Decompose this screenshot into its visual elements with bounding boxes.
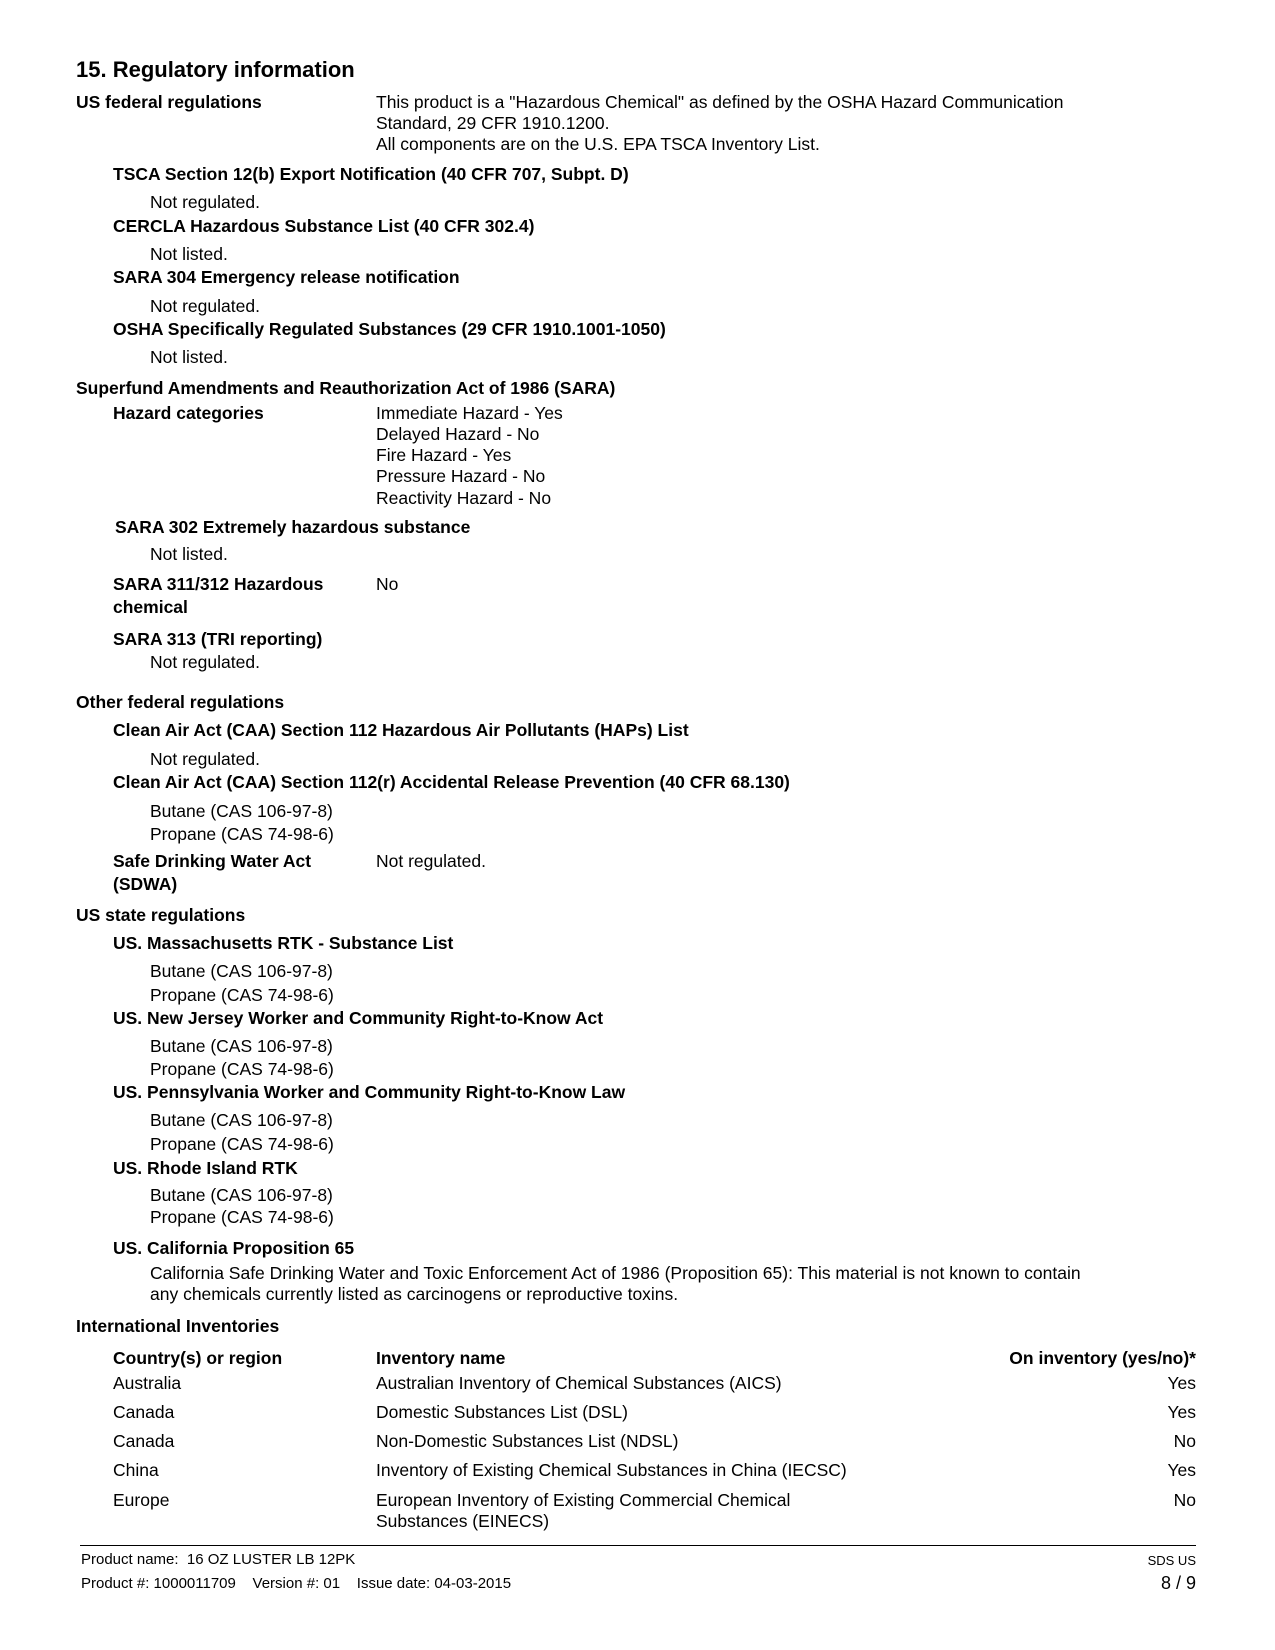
sdwa-value: Not regulated. [376,851,486,871]
sara304-heading: SARA 304 Emergency release notification [113,267,460,287]
on-inventory-cell: No [1173,1431,1196,1451]
prop65-heading: US. California Proposition 65 [113,1238,355,1258]
other-federal-heading: Other federal regulations [76,692,285,712]
osha-heading: OSHA Specifically Regulated Substances (29 CFR 1910.1001-1050) [113,319,666,339]
hazard-item: Immediate Hazard - Yes [376,403,563,423]
column-header-on-inventory: On inventory (yes/no)* [1009,1348,1196,1368]
caa112r-heading: Clean Air Act (CAA) Section 112(r) Accidental Release Prevention (40 CFR 68.130) [113,772,790,792]
substance-item: Propane (CAS 74-98-6) [150,1134,334,1154]
inventory-name-cell-cont: Substances (EINECS) [376,1511,550,1531]
product-number-value: 1000011709 [153,1575,236,1592]
osha-value: Not listed. [150,347,228,367]
us-state-heading: US state regulations [76,905,246,925]
on-inventory-cell: Yes [1167,1460,1196,1480]
on-inventory-cell: No [1173,1490,1196,1510]
tsca-heading: TSCA Section 12(b) Export Notification (40 CFR 707, Subpt. D) [113,164,629,184]
substance-item: Butane (CAS 106-97-8) [150,961,333,981]
tsca-value: Not regulated. [150,192,260,212]
caa112-heading: Clean Air Act (CAA) Section 112 Hazardous Air Pollutants (HAPs) List [113,720,689,740]
substance-item: Butane (CAS 106-97-8) [150,801,333,821]
region-cell: Europe [113,1490,170,1510]
document-type: SDS US [1147,1553,1196,1568]
state-list-heading: US. Massachusetts RTK - Substance List [113,933,454,953]
cercla-value: Not listed. [150,244,228,264]
inventory-name-cell: European Inventory of Existing Commercial Chemical [376,1490,791,1510]
substance-item: Propane (CAS 74-98-6) [150,1207,334,1227]
substance-item: Butane (CAS 106-97-8) [150,1036,333,1056]
us-federal-line: This product is a "Hazardous Chemical" as defined by the OSHA Hazard Communication [376,92,1064,112]
hazard-item: Delayed Hazard - No [376,424,540,444]
sara302-heading: SARA 302 Extremely hazardous substance [115,517,471,537]
substance-item: Propane (CAS 74-98-6) [150,1059,334,1079]
sara-heading: Superfund Amendments and Reauthorization Act of 1986 (SARA) [76,378,616,398]
sara313-value: Not regulated. [150,652,260,672]
sara313-heading: SARA 313 (TRI reporting) [113,629,323,649]
issue-date-label: Issue date: [356,1575,431,1592]
inventory-name-cell: Inventory of Existing Chemical Substances in China (IECSC) [376,1460,847,1480]
product-number-label: Product #: [81,1575,150,1592]
substance-item: Propane (CAS 74-98-6) [150,824,334,844]
product-info [81,1575,511,1593]
international-heading: International Inventories [76,1316,280,1336]
on-inventory-cell: Yes [1167,1402,1196,1422]
sdwa-heading: Safe Drinking Water Act [113,851,312,871]
sara302-value: Not listed. [150,544,228,564]
state-list-heading: US. Rhode Island RTK [113,1158,298,1178]
section-title: 15. Regulatory information [76,57,355,82]
region-cell: China [113,1460,159,1480]
on-inventory-cell: Yes [1167,1373,1196,1393]
page-number: 8 / 9 [1160,1573,1196,1593]
hazard-categories-label: Hazard categories [113,403,264,423]
hazard-item: Reactivity Hazard - No [376,488,552,508]
sara304-value: Not regulated. [150,296,260,316]
region-cell: Canada [113,1431,175,1451]
product-name-label: Product name: [81,1551,179,1568]
inventory-name-cell: Non-Domestic Substances List (NDSL) [376,1431,679,1451]
product-name-value: 16 OZ LUSTER LB 12PK [186,1551,356,1568]
region-cell: Canada [113,1402,175,1422]
region-cell: Australia [113,1373,182,1393]
us-federal-line: All components are on the U.S. EPA TSCA Inventory List. [376,134,820,154]
caa112-value: Not regulated. [150,749,260,769]
sara311-heading-cont: chemical [113,597,188,617]
inventory-name-cell: Domestic Substances List (DSL) [376,1402,628,1422]
state-list-heading: US. Pennsylvania Worker and Community Right-to-Know Law [113,1082,626,1102]
sdwa-heading-cont: (SDWA) [113,874,178,894]
hazard-item: Fire Hazard - Yes [376,445,512,465]
substance-item: Butane (CAS 106-97-8) [150,1185,333,1205]
inventory-name-cell: Australian Inventory of Chemical Substances (AICS) [376,1373,782,1393]
sara311-heading: SARA 311/312 Hazardous [113,574,324,594]
hazard-item: Pressure Hazard - No [376,466,546,486]
column-header-region: Country(s) or region [113,1348,283,1368]
us-federal-line: Standard, 29 CFR 1910.1200. [376,113,610,133]
footer-divider [80,1545,1196,1546]
state-list-heading: US. New Jersey Worker and Community Right-to-Know Act [113,1008,604,1028]
prop65-text: any chemicals currently listed as carcinogens or reproductive toxins. [150,1284,679,1304]
version-value: 01 [323,1575,341,1592]
version-label: Version #: [252,1575,320,1592]
substance-item: Butane (CAS 106-97-8) [150,1110,333,1130]
column-header-inventory: Inventory name [376,1348,506,1368]
product-name [81,1551,355,1569]
prop65-text: California Safe Drinking Water and Toxic Enforcement Act of 1986 (Proposition 65): This material is not known to contain [150,1263,1081,1283]
issue-date-value: 04-03-2015 [434,1575,512,1592]
sara311-value: No [376,574,399,594]
cercla-heading: CERCLA Hazardous Substance List (40 CFR 302.4) [113,216,535,236]
us-federal-label: US federal regulations [76,92,262,112]
substance-item: Propane (CAS 74-98-6) [150,985,334,1005]
